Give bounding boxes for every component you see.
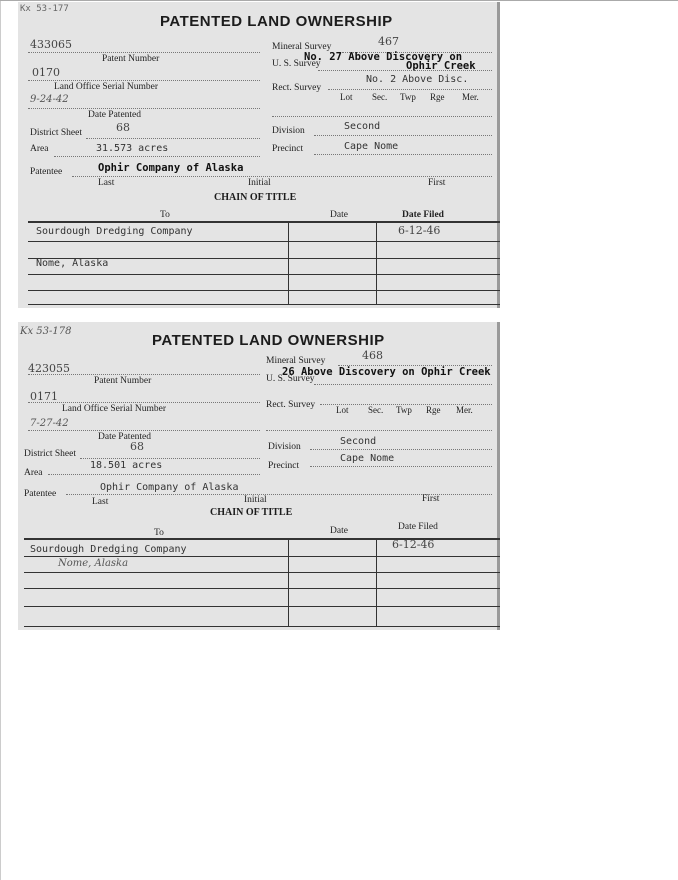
serial-number-label: Land Office Serial Number	[54, 82, 159, 92]
initial-label: Initial	[248, 178, 271, 188]
mineral-survey-label: Mineral Survey	[266, 356, 326, 366]
mineral-survey-number: 467	[378, 35, 399, 48]
chain-date-filed: 6-12-46	[392, 538, 435, 551]
land-ownership-card-2	[18, 322, 500, 630]
us-survey-label: U. S. Survey	[272, 59, 321, 69]
first-label: First	[428, 178, 446, 188]
mineral-survey-label: Mineral Survey	[272, 42, 332, 52]
division-value: Second	[340, 436, 377, 447]
card-title: PATENTED LAND OWNERSHIP	[152, 332, 385, 349]
twp-label: Twp	[396, 405, 412, 415]
mer-label: Mer.	[456, 405, 473, 415]
area-label: Area	[24, 468, 43, 478]
mineral-survey-number: 468	[362, 349, 383, 362]
sec-label: Sec.	[372, 92, 388, 102]
date-patented-value: 7-27-42	[30, 418, 69, 429]
area-value: 18.501 acres	[90, 460, 163, 471]
division-label: Division	[268, 442, 301, 452]
date-column-header: Date	[330, 526, 348, 536]
date-patented-label: Date Patented	[88, 110, 142, 120]
to-column-header: To	[154, 528, 164, 538]
precinct-label: Precinct	[268, 461, 300, 471]
serial-number-label: Land Office Serial Number	[62, 404, 167, 414]
precinct-value: Cape Nome	[340, 453, 395, 464]
precinct-value: Cape Nome	[344, 141, 399, 152]
district-sheet-label: District Sheet	[24, 449, 76, 459]
chain-owner-name: Sourdough Dredging Company	[30, 544, 187, 555]
date-filed-column-header: Date Filed	[398, 522, 438, 532]
to-column-header: To	[160, 210, 170, 220]
patent-number-label: Patent Number	[94, 376, 152, 386]
date-patented-label: Date Patented	[98, 432, 152, 442]
lot-label: Lot	[336, 405, 349, 415]
date-column-header: Date	[330, 210, 348, 220]
rect-survey-label: Rect. Survey	[266, 400, 316, 410]
patentee-value: Ophir Company of Alaska	[100, 482, 239, 493]
district-sheet-label: District Sheet	[30, 128, 82, 138]
patent-number-value: 423055	[28, 362, 70, 375]
initial-label: Initial	[244, 495, 267, 505]
patentee-label: Patentee	[30, 167, 63, 177]
mineral-survey-line1: 26 Above Discovery on Ophir Creek	[282, 366, 491, 378]
us-survey-label: U. S. Survey	[266, 374, 315, 384]
mineral-survey-line1: No. 27 Above Discovery on	[304, 51, 463, 63]
file-stamp: Kx 53-177	[20, 4, 69, 14]
sec-label: Sec.	[368, 405, 384, 415]
division-value: Second	[344, 121, 381, 132]
mer-label: Mer.	[462, 92, 479, 102]
district-sheet-value: 68	[116, 121, 130, 134]
serial-number-value: 0170	[32, 66, 60, 79]
lot-label: Lot	[340, 92, 353, 102]
page-edge-top	[0, 0, 678, 1]
chain-owner-location: Nome, Alaska	[36, 258, 109, 269]
mineral-survey-line2: Ophir Creek	[406, 60, 476, 72]
card-title: PATENTED LAND OWNERSHIP	[160, 13, 393, 30]
rge-label: Rge	[430, 92, 445, 102]
rect-survey-value: No. 2 Above Disc.	[366, 74, 469, 85]
district-sheet-value: 68	[130, 440, 144, 453]
patentee-value: Ophir Company of Alaska	[98, 162, 244, 174]
last-label: Last	[98, 178, 115, 188]
last-label: Last	[92, 497, 109, 507]
file-stamp: Kx 53-178	[20, 326, 72, 337]
land-ownership-card-1	[18, 2, 500, 308]
page-edge-left	[0, 0, 1, 880]
date-patented-value: 9-24-42	[30, 94, 69, 105]
first-label: First	[422, 494, 440, 504]
rect-survey-label: Rect. Survey	[272, 83, 322, 93]
area-label: Area	[30, 144, 49, 154]
chain-of-title-heading: CHAIN OF TITLE	[210, 507, 293, 518]
date-filed-column-header: Date Filed	[402, 210, 444, 220]
chain-owner-name: Sourdough Dredging Company	[36, 226, 193, 237]
serial-number-value: 0171	[30, 390, 58, 403]
chain-owner-location: Nome, Alaska	[58, 558, 129, 569]
twp-label: Twp	[400, 92, 416, 102]
rge-label: Rge	[426, 405, 441, 415]
precinct-label: Precinct	[272, 144, 304, 154]
chain-date-filed: 6-12-46	[398, 224, 441, 237]
patentee-label: Patentee	[24, 489, 57, 499]
patent-number-label: Patent Number	[102, 54, 160, 64]
division-label: Division	[272, 126, 305, 136]
chain-of-title-heading: CHAIN OF TITLE	[214, 192, 297, 203]
patent-number-value: 433065	[30, 38, 72, 51]
area-value: 31.573 acres	[96, 143, 169, 154]
